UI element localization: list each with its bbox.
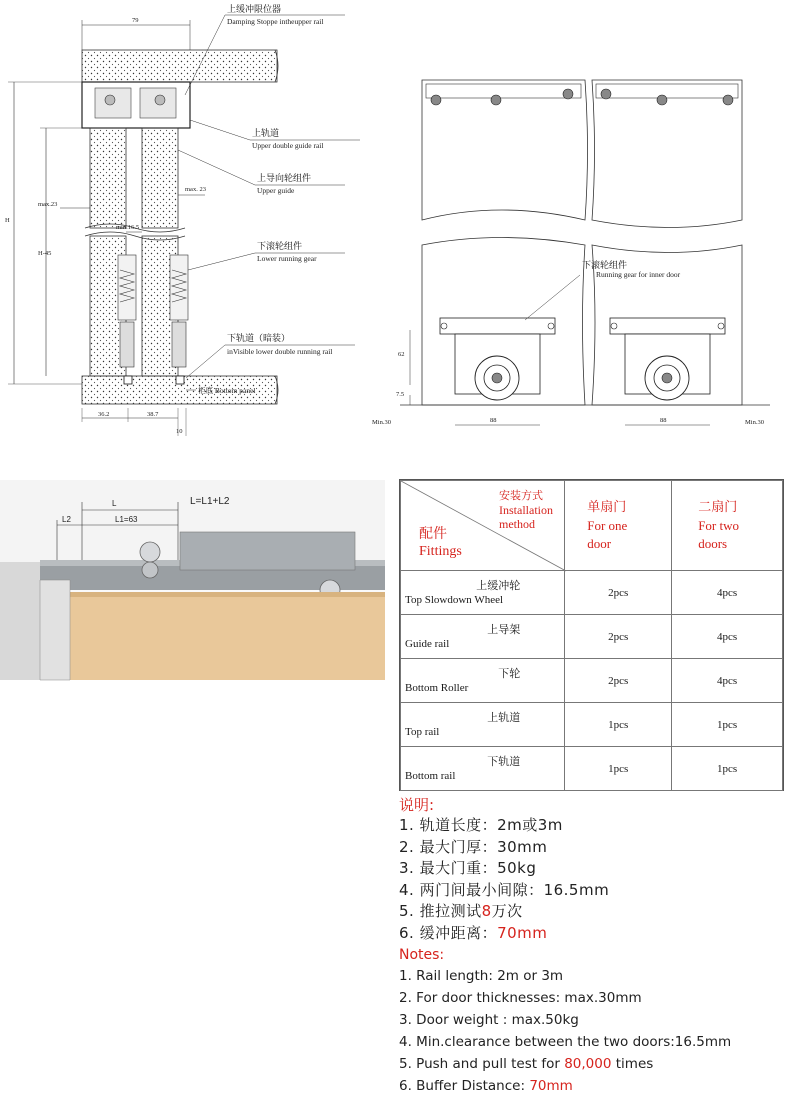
note-cn-5	[399, 901, 731, 923]
dim-min165: min.16.5	[116, 224, 140, 231]
notes-en-title: Notes:	[399, 947, 445, 963]
note-cn-5-post: 万次	[491, 902, 523, 920]
note-en-2: 2. For door thicknesses: max.30mm	[399, 990, 642, 1006]
row-two: 4pcs	[672, 571, 783, 615]
label-running-gear-cn: 下滚轮组件	[582, 261, 628, 271]
note-en-5-pre: 5. Push and pull test for	[399, 1056, 565, 1072]
photo-formula: L=L1+L2	[190, 496, 230, 507]
dim-88-right: 88	[660, 417, 667, 424]
note-en-3: 3. Door weight : max.50kg	[399, 1012, 579, 1028]
row-en: Guide rail	[405, 637, 450, 650]
row-one: 2pcs	[565, 571, 672, 615]
note-cn-1: 1. 轨道长度：2m或3m	[399, 816, 563, 834]
fittings-table	[399, 479, 784, 791]
label-lower-gear-cn: 下滚轮组件	[257, 242, 303, 252]
note-en-6-val: 70mm	[529, 1078, 573, 1094]
note-cn-5-pre: 5. 推拉测试	[399, 902, 482, 920]
table-row	[401, 615, 783, 659]
row-two: 4pcs	[672, 659, 783, 703]
row-cn: 上导架	[487, 622, 521, 636]
table-row	[401, 659, 783, 703]
dim-H: H	[5, 217, 10, 224]
dim-10: 10	[176, 428, 183, 435]
row-cn: 下轨道	[487, 754, 521, 768]
dim-387: 38.7	[147, 411, 159, 418]
note-en-5-val: 80,000	[564, 1056, 612, 1072]
row-one: 1pcs	[565, 703, 672, 747]
label-bottom-panel: 柜底 Bottom panel	[198, 386, 256, 395]
row-two: 1pcs	[672, 703, 783, 747]
notes-cn-title: 说明:	[399, 796, 435, 814]
label-lower-rail-cn: 下轨道（暗装）	[227, 334, 291, 344]
header-method-en: Installation method	[499, 503, 553, 531]
label-upper-rail-cn: 上轨道	[252, 129, 280, 139]
table-row	[401, 571, 783, 615]
note-cn-5-val: 8	[481, 902, 492, 920]
dim-62: 62	[398, 351, 405, 358]
header-fittings-en: Fittings	[419, 544, 462, 559]
photo-L: L	[112, 499, 117, 508]
label-running-gear-en: Running gear for inner door	[596, 270, 681, 279]
row-cn: 上轨道	[487, 710, 521, 724]
dim-width: 79	[132, 17, 139, 24]
header-one-en: For one door	[587, 517, 628, 551]
header-two-cn: 二扇门	[698, 499, 738, 515]
photo-L1: L1=63	[115, 515, 138, 524]
dim-75: 7.5	[396, 391, 405, 398]
label-upper-guide-en: Upper guide	[257, 186, 295, 195]
row-one: 1pcs	[565, 747, 672, 791]
label-lower-rail-en: inVisible lower double running rail	[227, 347, 333, 356]
dim-H45: H-45	[38, 250, 52, 257]
elevation-diagram	[372, 0, 800, 450]
note-en-1: 1. Rail length: 2m or 3m	[399, 968, 564, 984]
note-cn-3: 3. 最大门重：50kg	[399, 859, 537, 877]
row-cn: 上缓冲轮	[476, 578, 521, 592]
note-cn-6	[399, 923, 731, 945]
hardware-photo	[0, 480, 385, 680]
header-method-cn: 安装方式	[499, 489, 543, 502]
note-en-6	[399, 1075, 731, 1097]
table-row	[401, 747, 783, 791]
dim-min30-left: Min.30	[372, 419, 391, 426]
label-damping-cn: 上缓冲限位器	[227, 5, 282, 15]
dim-max23-left: max.23	[38, 201, 58, 208]
row-en: Top Slowdown Wheel	[405, 593, 504, 606]
label-upper-rail-en: Upper double guide rail	[252, 141, 324, 150]
label-damping-en: Damping Stoppe intheupper rail	[227, 17, 324, 26]
dim-max23-right: max. 23	[185, 186, 206, 193]
label-lower-gear-en: Lower running gear	[257, 254, 317, 263]
row-one: 2pcs	[565, 615, 672, 659]
note-en-5	[399, 1053, 731, 1075]
note-en-4: 4. Min.clearance between the two doors:16.5mm	[399, 1034, 732, 1050]
note-en-6-pre: 6. Buffer Distance:	[399, 1078, 530, 1094]
header-fittings-cn: 配件	[419, 526, 447, 542]
dim-min30-right: Min.30	[745, 419, 764, 426]
row-en: Bottom rail	[405, 769, 456, 782]
notes-section	[399, 796, 731, 1097]
row-two: 4pcs	[672, 615, 783, 659]
note-cn-4: 4. 两门间最小间隙：16.5mm	[399, 880, 610, 899]
note-cn-6-pre: 6. 缓冲距离：	[399, 923, 498, 942]
note-cn-2: 2. 最大门厚：30mm	[399, 837, 548, 856]
header-one-door	[565, 481, 672, 571]
photo-L2: L2	[62, 515, 71, 524]
note-cn-6-val: 70mm	[497, 923, 548, 942]
row-en: Bottom Roller	[405, 681, 469, 694]
table-header-method	[401, 481, 565, 571]
header-two-doors	[672, 481, 783, 571]
cross-section-diagram	[0, 0, 400, 450]
header-two-en: For two doors	[698, 517, 740, 551]
row-two: 1pcs	[672, 747, 783, 791]
row-cn: 下轮	[498, 666, 521, 680]
row-en: Top rail	[405, 725, 440, 738]
dim-362: 36.2	[98, 411, 110, 418]
dim-88-left: 88	[490, 417, 497, 424]
label-upper-guide-cn: 上导向轮组件	[257, 174, 312, 184]
table-row	[401, 703, 783, 747]
header-one-cn: 单扇门	[587, 499, 627, 515]
note-en-5-post: times	[611, 1056, 654, 1072]
row-one: 2pcs	[565, 659, 672, 703]
